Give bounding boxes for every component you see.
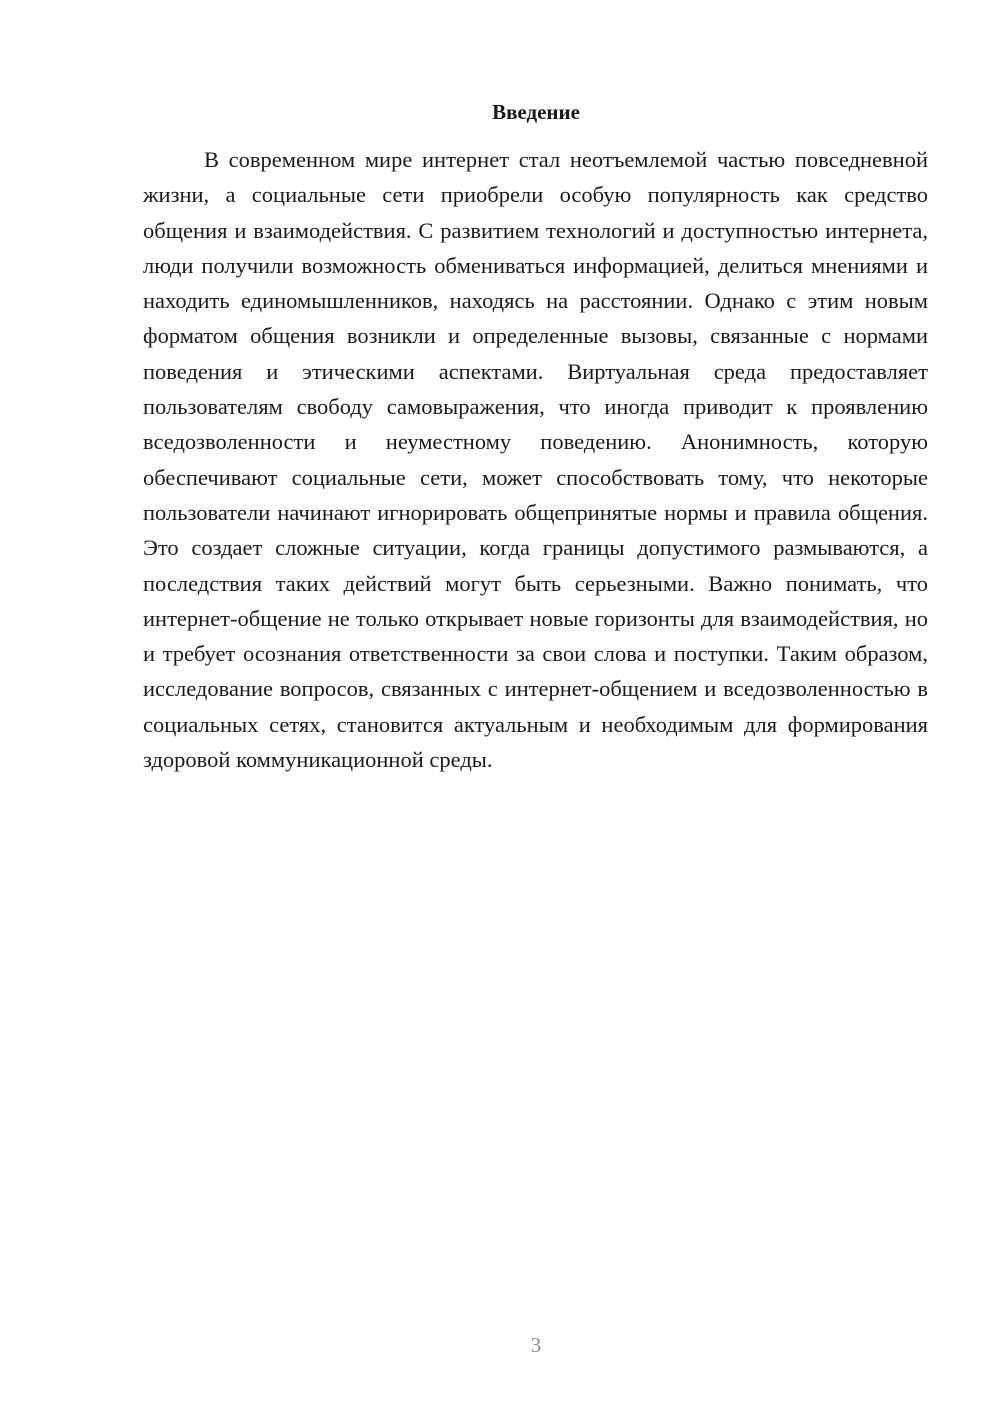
section-heading: Введение: [492, 100, 580, 124]
body-paragraph: В современном мире интернет стал неотъемлемой частью повседневной жизни, а социальные сети приобрели особую популярность как средство общения и взаимодействия. С развитием технологий и доступностью интернета, люди получили возможность обмениваться информацией, делиться мнениями и находить единомышленников, находясь на расстоянии. Однако с этим новым форматом общения возникли и определенные вызовы, связанные с нормами поведения и этическими аспектами. Виртуальная среда предоставляет пользователям свободу самовыражения, что иногда приводит к проявлению вседозволенности и неуместному поведению. Анонимность, которую обеспечивают социальные сети, может способствовать тому, что некоторые пользователи начинают игнорировать общепринятые нормы и правила общения. Это создает сложные ситуации, когда границы допустимого размываются, а последствия таких действий могут быть серьезными. Важно понимать, что интернет-общение не только открывает новые горизонты для взаимодействия, но и требует осознания ответственности за свои слова и поступки. Таким образом, исследование вопросов, связанных с интернет-общением и вседозволенностью в социальных сетях, становится актуальным и необходимым для формирования здоровой коммуникационной среды.: [143, 147, 928, 773]
page-number: 3: [530, 1333, 542, 1357]
